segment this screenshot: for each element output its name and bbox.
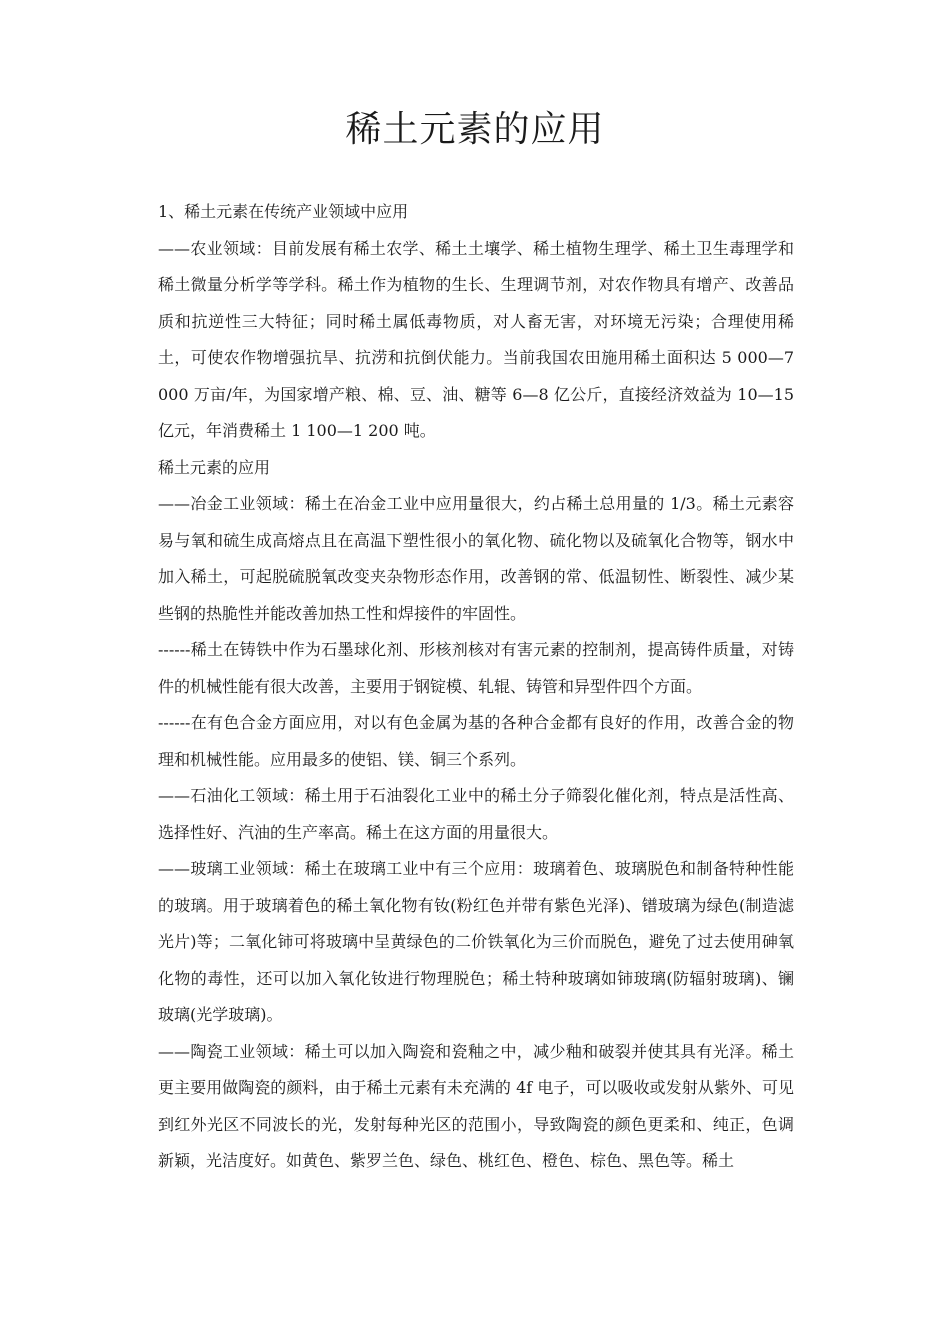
subheading: 稀土元素的应用 [158,457,271,477]
paragraph-ceramics: ——陶瓷工业领域：稀土可以加入陶瓷和瓷釉之中，减少釉和破裂并使其具有光泽。稀土更主要用做陶瓷的颜料，由于稀土元素有未充满的 4f 电子，可以吸收或发射从紫外、可见到红外光区不同波长的光，发射每种光区的范围小，导致陶瓷的颜色更柔和、纯正，色调新颖，光洁度好。如黄色、紫罗兰色、绿色、桃红色、橙色、棕色、黑色等。稀土 [158,1041,794,1170]
paragraph-agriculture: ——农业领域：目前发展有稀土农学、稀土土壤学、稀土植物生理学、稀土卫生毒理学和稀土微量分析学等学科。稀土作为植物的生长、生理调节剂，对农作物具有增产、改善品质和抗逆性三大特征；同时稀土属低毒物质，对人畜无害，对环境无污染；合理使用稀土，可使农作物增强抗旱、抗涝和抗倒伏能力。当前我国农田施用稀土面积达 5 000—7 000 万亩/年，为国家增产粮、棉、豆、油、糖等 6—8 亿公斤，直接经济效益为 10—15 亿元，年消费稀土 1 100—1 200 吨。 [158,238,794,440]
document-title: 稀土元素的应用 [345,109,605,150]
paragraph-glass: ——玻璃工业领域：稀土在玻璃工业中有三个应用：玻璃着色、玻璃脱色和制备特种性能的玻璃。用于玻璃着色的稀土氧化物有钕(粉红色并带有紫色光泽)、镨玻璃为绿色(制造滤光片)等；二氧化铈可将玻璃中呈黄绿色的二价铁氧化为三价而脱色，避免了过去使用砷氧化物的毒性，还可以加入氧化钕进行物理脱色；稀土特种玻璃如铈玻璃(防辐射玻璃)、镧玻璃(光学玻璃)。 [158,859,794,1024]
paragraph-cast-iron: ------稀土在铸铁中作为石墨球化剂、形核剂核对有害元素的控制剂，提高铸件质量，对铸件的机械性能有很大改善，主要用于钢锭模、轧辊、铸管和异型件四个方面。 [158,640,794,696]
paragraph-petrochemical: ——石油化工领域：稀土用于石油裂化工业中的稀土分子筛裂化催化剂，特点是活性高、选择性好、汽油的生产率高。稀土在这方面的用量很大。 [158,786,794,842]
paragraph-metallurgy: ——冶金工业领域：稀土在冶金工业中应用量很大，约占稀土总用量的 1/3。稀土元素容易与氧和硫生成高熔点且在高温下塑性很小的氧化物、硫化物以及硫氧化合物等，钢水中加入稀土，可起脱硫脱氧改变夹杂物形态作用，改善钢的常、低温韧性、断裂性、减少某些钢的热脆性并能改善加热工性和焊接件的牢固性。 [158,494,794,623]
section-heading: 1、稀土元素在传统产业领域中应用 [158,202,409,221]
document-body [158,194,794,1180]
paragraph-nonferrous-alloy: ------在有色合金方面应用，对以有色金属为基的各种合金都有良好的作用，改善合金的物理和机械性能。应用最多的使铝、镁、铜三个系列。 [158,713,794,769]
